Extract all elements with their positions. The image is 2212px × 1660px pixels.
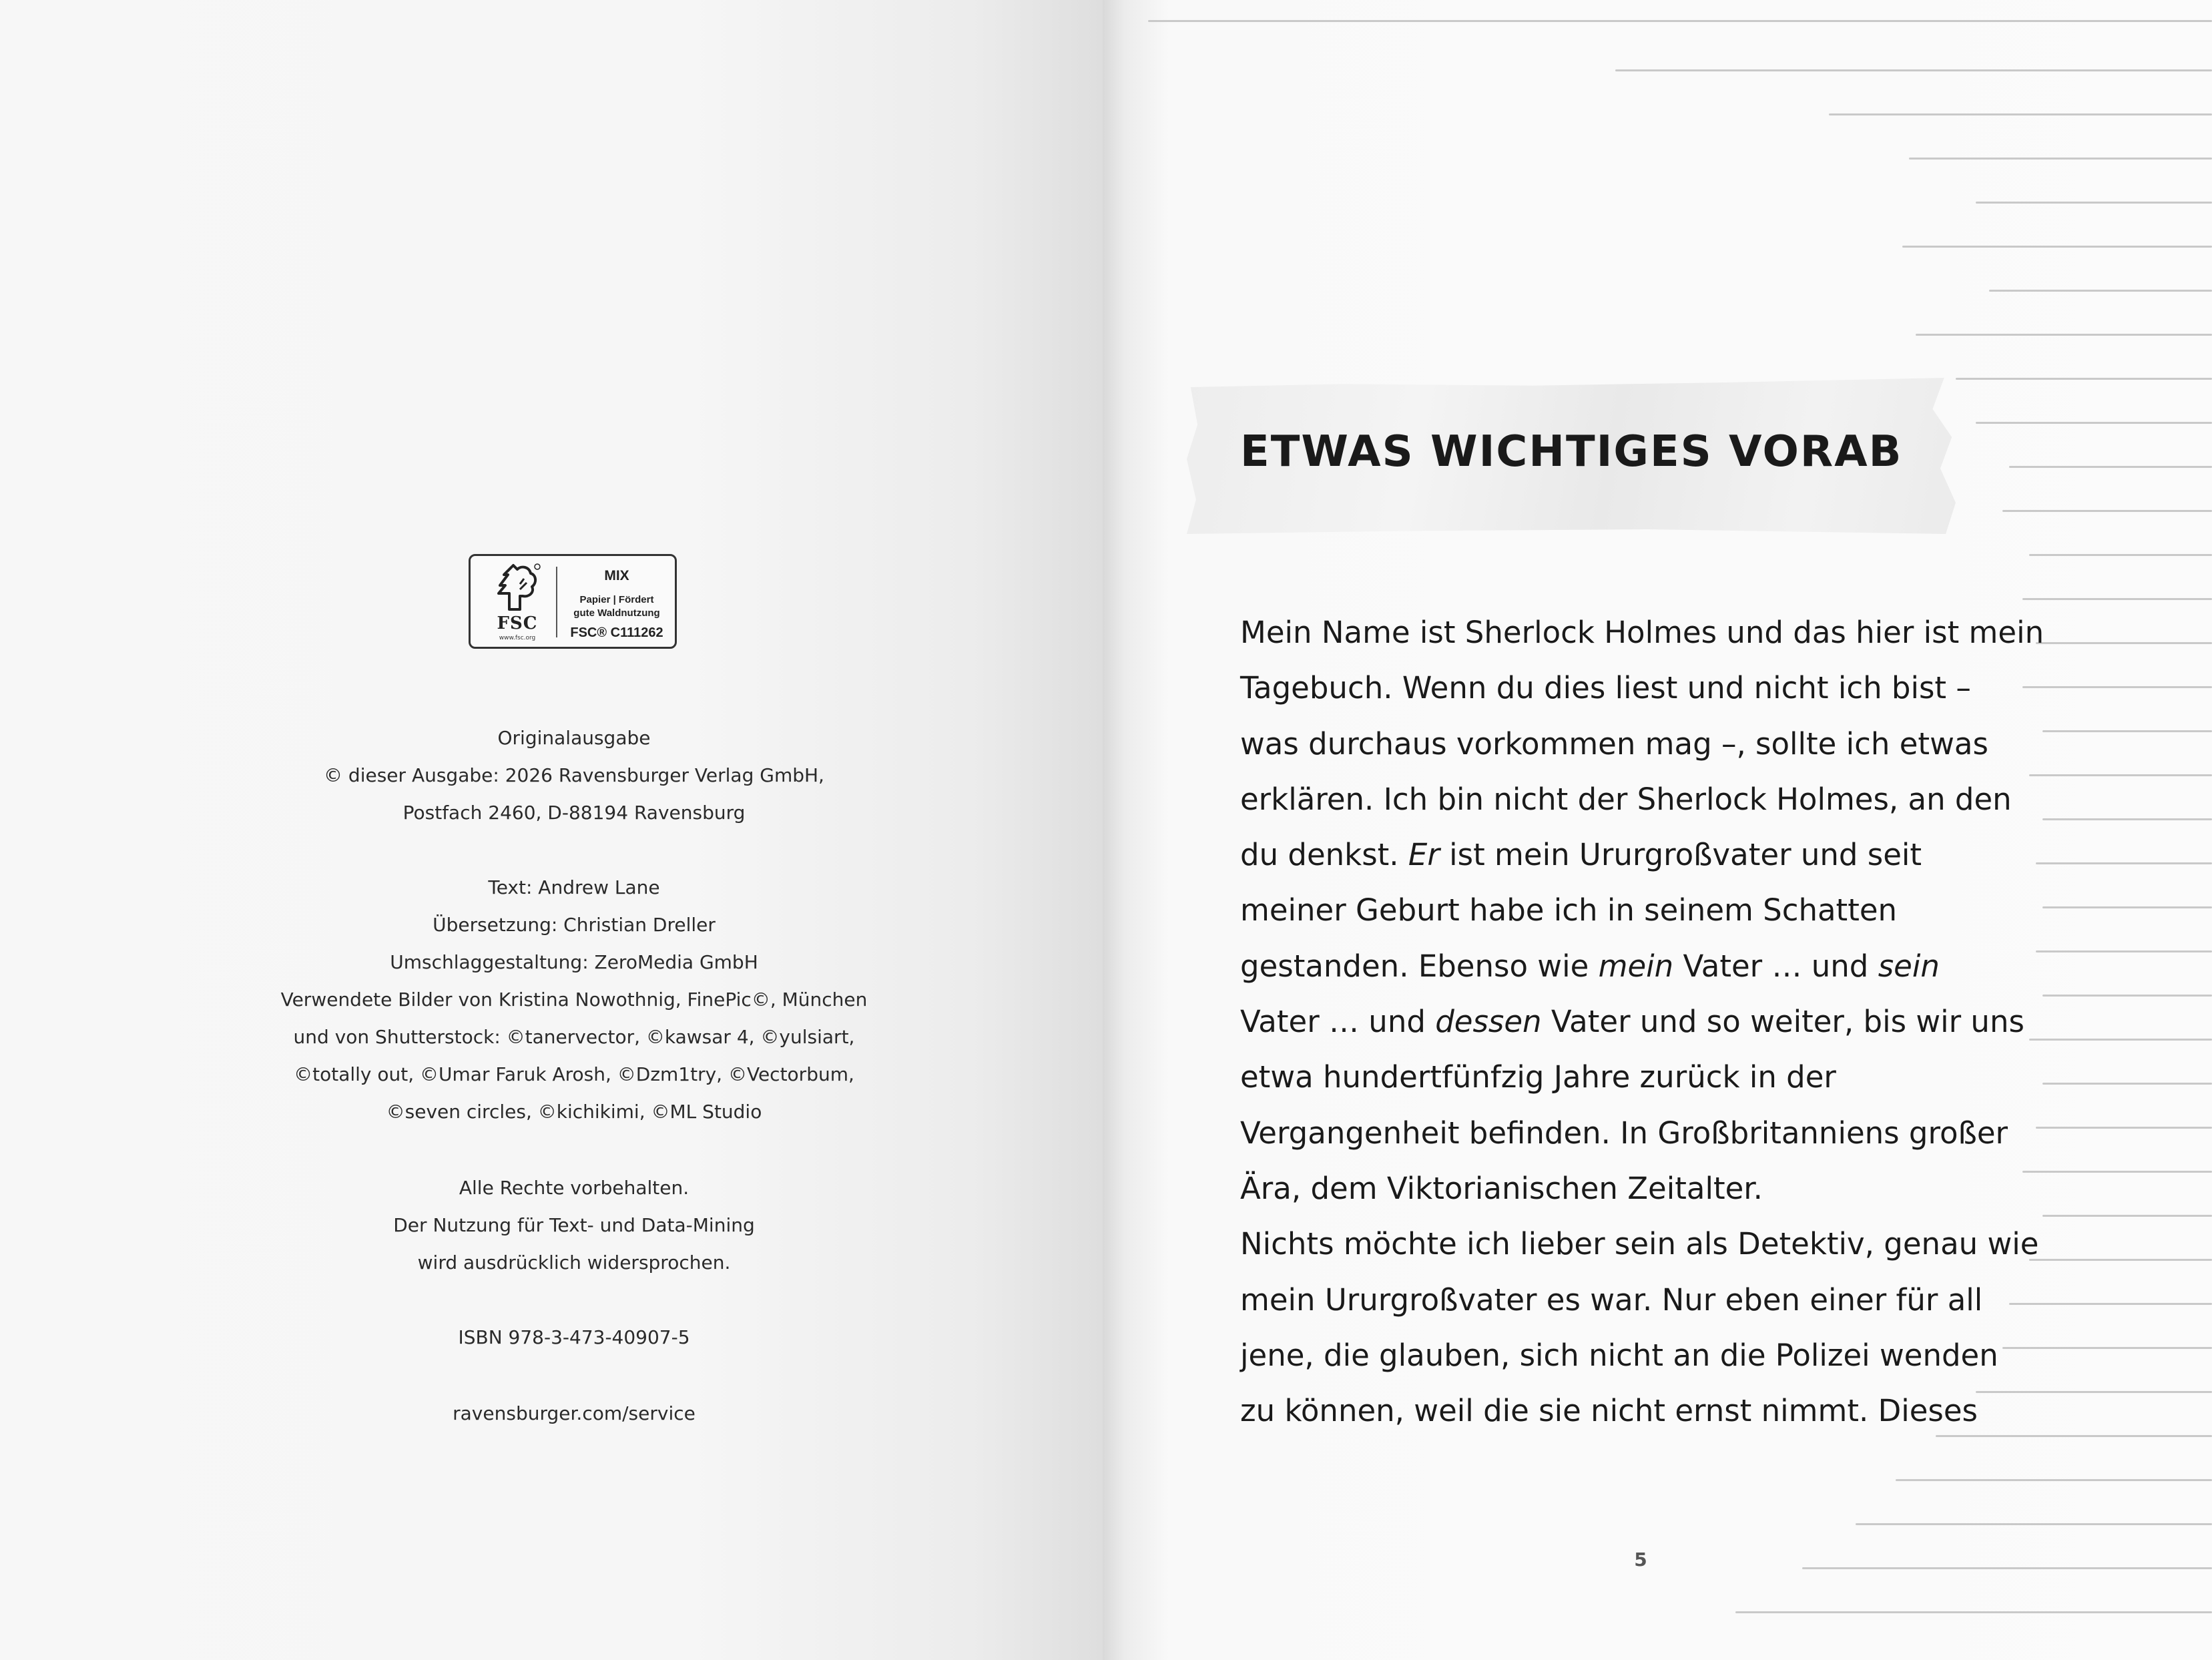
imprint-line: Alle Rechte vorbehalten. (459, 1177, 689, 1199)
imprint-line: Übersetzung: Christian Dreller (433, 914, 716, 936)
notebook-stripe (2022, 598, 2212, 600)
body-line (1240, 1105, 2081, 1161)
fsc-license-code: FSC® C111262 (570, 625, 663, 640)
notebook-stripe (1902, 246, 2212, 248)
body-line (1240, 1383, 2081, 1438)
notebook-stripe (1909, 158, 2212, 160)
imprint-line: Der Nutzung für Text- und Data-Mining (393, 1214, 755, 1236)
body-text-segment: Nichts möchte ich lieber sein als Detektiv, genau wie (1240, 1226, 2039, 1262)
body-text-segment: Mein Name ist Sherlock Holmes und das hier ist mein (1240, 615, 2044, 650)
body-text-segment: jene, die glauben, sich nicht an die Polizei wenden (1240, 1337, 1998, 1373)
imprint-line: Umschlaggestaltung: ZeroMedia GmbH (390, 951, 758, 973)
fsc-divider (556, 567, 557, 637)
body-text-segment: Vergangenheit befinden. In Großbritanniens großer (1240, 1115, 2008, 1151)
body-line (1240, 882, 2081, 938)
body-text (1240, 605, 2081, 1438)
fsc-url: www.fsc.org (499, 635, 536, 641)
notebook-stripe (2002, 510, 2212, 512)
body-text-segment: Vater … und (1673, 948, 1878, 984)
fsc-tree-icon (483, 563, 549, 613)
emphasis-text: mein (1598, 948, 1674, 984)
notebook-stripe (1829, 113, 2212, 115)
body-line (1240, 716, 2081, 772)
notebook-stripe (1956, 378, 2212, 380)
imprint-credits-block (240, 869, 908, 1131)
body-line (1240, 660, 2081, 716)
notebook-stripe (1896, 1479, 2212, 1481)
emphasis-text: sein (1878, 948, 1940, 984)
imprint-line: und von Shutterstock: ©tanervector, ©kawsar 4, ©yulsiart, (293, 1026, 855, 1048)
body-text-segment: Vater und so weiter, bis wir uns (1541, 1004, 2024, 1040)
fsc-brand-text: FSC (497, 613, 538, 633)
body-text-segment: Ära, dem Viktorianischen Zeitalter. (1240, 1170, 1763, 1206)
body-line (1240, 1216, 2081, 1272)
body-text-segment: du denkst. (1240, 837, 1408, 873)
body-text-segment: meiner Geburt habe ich in seinem Schatten (1240, 892, 1898, 928)
notebook-stripe (2009, 466, 2212, 468)
imprint-line: wird ausdrücklich widersprochen. (417, 1252, 731, 1274)
imprint-line: ©totally out, ©Umar Faruk Arosh, ©Dzm1try, ©Vectorbum, (294, 1063, 854, 1085)
body-line (1240, 605, 2081, 660)
notebook-stripe (1615, 69, 2212, 71)
service-url: ravensburger.com/service (453, 1402, 696, 1424)
body-text-segment: ist mein Ururgroßvater und seit (1439, 837, 1922, 873)
notebook-stripe (1148, 20, 2212, 22)
body-line (1240, 994, 2081, 1049)
imprint-line: Originalausgabe (497, 727, 651, 749)
fsc-description-line: gute Waldnutzung (573, 607, 660, 619)
fsc-logo (469, 554, 677, 649)
body-line (1240, 1161, 2081, 1216)
chapter-title: ETWAS WICHTIGES VORAB (1240, 427, 1903, 477)
body-line (1240, 1272, 2081, 1328)
body-text-segment: erklären. Ich bin nicht der Sherlock Holmes, an den (1240, 781, 2012, 817)
notebook-stripe (1802, 1567, 2212, 1569)
body-line (1240, 1049, 2081, 1105)
emphasis-text: Er (1408, 837, 1440, 873)
body-text-segment: zu können, weil die sie nicht ernst nimmt. Dieses (1240, 1393, 1978, 1429)
imprint-line: Postfach 2460, D-88194 Ravensburg (402, 802, 746, 824)
body-line (1240, 1328, 2081, 1383)
body-text-segment: Vater … und (1240, 1004, 1436, 1040)
body-line (1240, 938, 2081, 994)
body-text-segment: mein Ururgroßvater es war. Nur eben einer für all (1240, 1282, 1983, 1318)
isbn: ISBN 978-3-473-40907-5 (458, 1326, 690, 1348)
notebook-stripe (1976, 422, 2212, 424)
imprint-edition-block (240, 720, 908, 832)
body-text-segment: etwa hundertfünfzig Jahre zurück in der (1240, 1059, 1836, 1095)
imprint-line: Verwendete Bilder von Kristina Nowothnig, FinePic©, München (280, 989, 868, 1011)
emphasis-text: dessen (1435, 1004, 1542, 1040)
notebook-stripe (1916, 334, 2212, 336)
fsc-mix-label: MIX (604, 568, 629, 583)
body-line (1240, 827, 2081, 882)
left-page (0, 0, 1103, 1660)
body-text-segment: Tagebuch. Wenn du dies liest und nicht ich bist – (1240, 670, 1971, 706)
notebook-stripe (1989, 290, 2212, 292)
body-text-segment: gestanden. Ebenso wie (1240, 948, 1599, 984)
page-number: 5 (1634, 1549, 1647, 1571)
body-line (1240, 772, 2081, 827)
fsc-description-line: Papier | Fördert (579, 594, 654, 605)
notebook-stripe (1856, 1523, 2212, 1525)
imprint-line: Text: Andrew Lane (488, 876, 660, 898)
imprint-rights-block (240, 1169, 908, 1282)
body-text-segment: was durchaus vorkommen mag –, sollte ich etwas (1240, 726, 1988, 762)
notebook-stripe (1735, 1611, 2212, 1613)
notebook-stripe (2029, 554, 2212, 556)
fsc-description (560, 593, 673, 620)
imprint-line: © dieser Ausgabe: 2026 Ravensburger Verlag GmbH, (324, 764, 824, 786)
imprint-line: ©seven circles, ©kichikimi, ©ML Studio (386, 1101, 762, 1123)
notebook-stripe (1976, 202, 2212, 204)
